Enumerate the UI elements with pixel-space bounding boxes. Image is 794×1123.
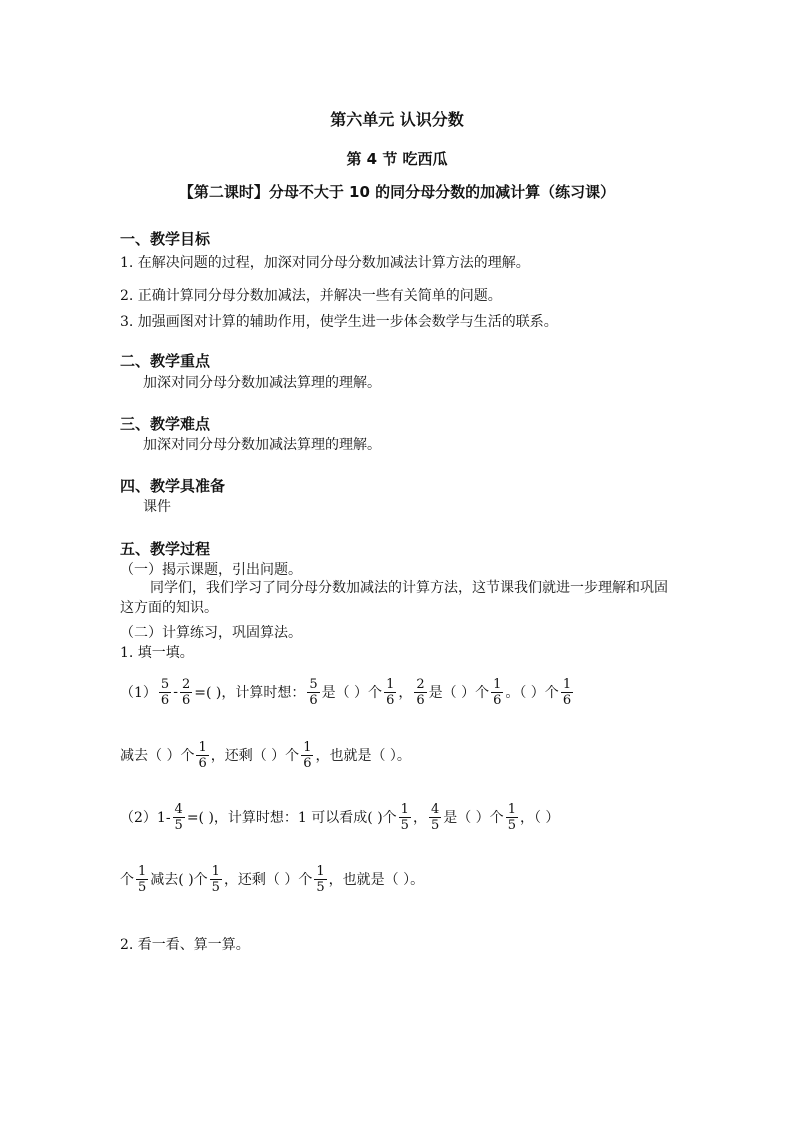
fraction: $\frac{1}{5}$ [211, 863, 220, 895]
fraction: $\frac{1}{5}$ [507, 801, 516, 833]
unit-title: 第六单元 认识分数 [330, 110, 464, 129]
keypoints-text: 加深对同分母分数加减法算理的理解。 [143, 375, 381, 391]
fraction: $\frac{1}{6}$ [198, 739, 207, 771]
section-title: 第 4 节 吃西瓜 [346, 150, 448, 168]
process-part1: （一）揭示课题，引出问题。 [120, 562, 302, 578]
goal-item-3: 3. 加强画图对计算的辅助作用，使学生进一步体会数学与生活的联系。 [120, 314, 558, 330]
fraction: $\frac{1}{5}$ [316, 863, 325, 895]
exercise-2-heading: 2. 看一看、算一算。 [120, 937, 250, 953]
goals-heading: 一、教学目标 [120, 230, 211, 248]
fraction: $\frac{4}{5}$ [174, 801, 183, 833]
q2-label: （2）1- [120, 810, 171, 826]
question-1-line-2: 减去（ ）个 $\frac{1}{6}$ ，还剩（ ）个 $\frac{1}{6}$ ，也就是（ ）。 [120, 739, 411, 771]
difficulties-heading: 三、教学难点 [120, 415, 211, 433]
keypoints-heading: 二、教学重点 [120, 352, 211, 370]
question-2-line-2: 个 $\frac{1}{5}$ 减去( )个 $\frac{1}{5}$ ，还剩（ ）个 $\frac{1}{5}$ ，也就是（ ）。 [120, 863, 425, 895]
goal-item-1: 1. 在解决问题的过程，加深对同分母分数加减法计算方法的理解。 [120, 255, 530, 271]
fraction: $\frac{5}{6}$ [160, 676, 170, 708]
tools-heading: 四、教学具准备 [120, 477, 226, 495]
fraction: $\frac{1}{6}$ [386, 676, 395, 708]
fraction: $\frac{1}{5}$ [138, 863, 147, 895]
process-heading: 五、教学过程 [120, 540, 211, 558]
exercise-1-heading: 1. 填一填。 [120, 645, 194, 661]
process-part2: （二）计算练习，巩固算法。 [120, 625, 302, 641]
goal-item-2: 2. 正确计算同分母分数加减法，并解决一些有关简单的问题。 [120, 288, 502, 304]
lesson-title: 【第二课时】分母不大于 10 的同分母分数的加减计算（练习课） [178, 183, 616, 201]
fraction: $\frac{2}{6}$ [181, 676, 191, 708]
q1-label: （1） [120, 685, 157, 701]
process-intro: 同学们，我们学习了同分母分数加减法的计算方法，这节课我们就进一步理解和巩固这方面的知识。 [120, 580, 668, 616]
fraction: $\frac{1}{5}$ [400, 801, 409, 833]
difficulties-text: 加深对同分母分数加减法算理的理解。 [143, 437, 381, 453]
question-1-line-1: （1） $\frac{5}{6}$ - $\frac{2}{6}$ =( )，计算时想： $\frac{5}{6}$ 是（ ）个 $\frac{1}{6}$ ， $\frac{2}{6}$ 是（ ）个 $\frac{1}{6}$ 。（ ）个 $\frac{1}{6}$ [120, 676, 572, 708]
tools-text: 课件 [143, 499, 171, 515]
fraction: $\frac{1}{6}$ [562, 676, 572, 708]
question-2-line-1: （2）1- $\frac{4}{5}$ =( )，计算时想：1 可以看成( )个 $\frac{1}{5}$ ， $\frac{4}{5}$ 是（ ）个 $\frac{1}{5}$ ，（ ） [120, 801, 560, 833]
fraction: $\frac{1}{6}$ [303, 739, 312, 771]
fraction: $\frac{1}{6}$ [493, 676, 502, 708]
fraction: $\frac{5}{6}$ [309, 676, 318, 708]
fraction: $\frac{4}{5}$ [430, 801, 440, 833]
fraction: $\frac{2}{6}$ [416, 676, 425, 708]
